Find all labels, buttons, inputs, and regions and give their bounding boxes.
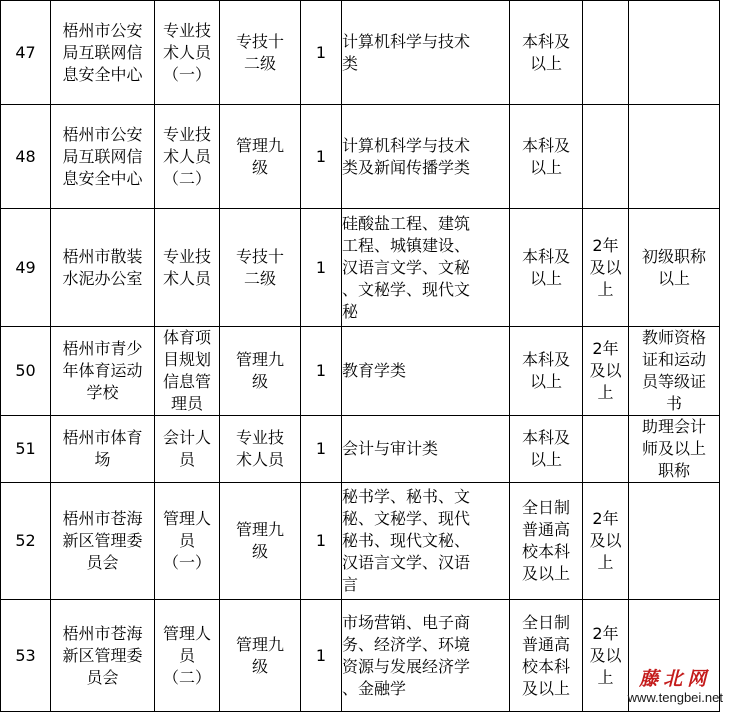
major-cell	[342, 327, 510, 416]
employer-cell	[51, 1, 155, 105]
position-text: 管理人 员 （一）	[162, 509, 211, 572]
level-text: 管理九 级	[235, 135, 284, 177]
level-cell	[220, 600, 301, 712]
position-text: 专业技 术人员	[162, 246, 211, 288]
experience-cell	[583, 416, 629, 483]
education-text: 本科及 以上	[521, 31, 570, 73]
level-cell	[220, 483, 301, 600]
position-text: 专业技 术人员 （二）	[162, 124, 211, 188]
major-text: 教育学类	[342, 361, 407, 380]
level-cell	[220, 1, 301, 105]
experience-cell	[583, 209, 629, 327]
experience-text: 2年 及以 上	[589, 509, 622, 572]
row-number	[1, 209, 51, 327]
position-cell	[155, 483, 220, 600]
headcount-cell	[301, 327, 342, 416]
position-cell	[155, 1, 220, 105]
major-cell	[342, 416, 510, 483]
major-cell	[342, 105, 510, 209]
headcount-cell	[301, 1, 342, 105]
headcount-text: 1	[315, 361, 327, 380]
level-text: 专技十 二级	[235, 31, 284, 73]
education-cell	[510, 209, 583, 327]
headcount-text: 1	[315, 257, 327, 277]
headcount-cell	[301, 600, 342, 712]
row-number-text: 51	[15, 439, 36, 458]
table-row	[1, 105, 720, 209]
education-cell	[510, 327, 583, 416]
headcount-cell	[301, 105, 342, 209]
employer-text: 梧州市苍海 新区管理委 员会	[62, 623, 143, 687]
experience-cell	[583, 1, 629, 105]
employer-cell	[51, 416, 155, 483]
experience-text: 2年 及以 上	[589, 339, 622, 402]
table-row	[1, 600, 720, 712]
table-row	[1, 209, 720, 327]
major-cell	[342, 600, 510, 712]
level-text: 专技十 二级	[235, 246, 284, 288]
position-cell	[155, 327, 220, 416]
education-text: 全日制 普通高 校本科 及以上	[521, 498, 570, 583]
education-cell	[510, 416, 583, 483]
other-requirements-cell	[629, 416, 720, 483]
position-text: 专业技 术人员 （一）	[162, 20, 211, 84]
headcount-cell	[301, 209, 342, 327]
major-text: 计算机科学与技术 类及新闻传播学类	[342, 135, 471, 177]
level-text: 管理九 级	[235, 350, 284, 391]
position-text: 会计人 员	[162, 428, 211, 469]
other-requirements-cell	[629, 483, 720, 600]
employer-text: 梧州市青少 年体育运动 学校	[62, 339, 143, 402]
education-text: 本科及 以上	[521, 428, 570, 469]
position-text: 体育项 目规划 信息管 理员	[162, 328, 211, 413]
education-cell	[510, 483, 583, 600]
major-cell	[342, 483, 510, 600]
experience-cell	[583, 327, 629, 416]
row-number-text: 47	[15, 42, 36, 62]
experience-text: 2年 及以 上	[589, 623, 622, 687]
position-cell	[155, 105, 220, 209]
education-text: 本科及 以上	[521, 246, 570, 288]
headcount-cell	[301, 416, 342, 483]
employer-cell	[51, 600, 155, 712]
watermark-url: www.tengbei.net	[627, 690, 723, 705]
major-text: 硅酸盐工程、建筑 工程、城镇建设、 汉语言文学、文秘 、文秘学、现代文 秘	[342, 213, 471, 321]
other-requirements-text: 助理会计 师及以上 职称	[641, 417, 706, 480]
row-number-text: 52	[15, 531, 36, 550]
other-requirements-cell	[629, 105, 720, 209]
major-text: 市场营销、电子商 务、经济学、环境 资源与发展经济学 、金融学	[342, 612, 471, 698]
row-number	[1, 1, 51, 105]
position-cell	[155, 600, 220, 712]
employer-cell	[51, 483, 155, 600]
row-number-text: 50	[15, 361, 36, 380]
other-requirements-cell	[629, 209, 720, 327]
position-cell	[155, 209, 220, 327]
education-text: 本科及 以上	[521, 135, 570, 177]
employer-text: 梧州市散装 水泥办公室	[62, 246, 143, 288]
row-number	[1, 483, 51, 600]
major-text: 会计与审计类	[342, 439, 439, 458]
table-row	[1, 416, 720, 483]
table-row	[1, 1, 720, 105]
employer-cell	[51, 327, 155, 416]
level-text: 管理九 级	[235, 634, 284, 676]
row-number-text: 48	[15, 146, 36, 166]
headcount-text: 1	[315, 645, 327, 665]
other-requirements-text: 初级职称 以上	[641, 246, 706, 288]
level-cell	[220, 209, 301, 327]
row-number	[1, 416, 51, 483]
employer-cell	[51, 209, 155, 327]
level-cell	[220, 327, 301, 416]
employer-text: 梧州市体育 场	[62, 428, 143, 469]
education-text: 本科及 以上	[521, 350, 570, 391]
other-requirements-text: 教师资格 证和运动 员等级证 书	[641, 328, 706, 413]
row-number-text: 53	[15, 645, 36, 665]
watermark-logo-text: 藤北网	[639, 668, 712, 690]
level-text: 专业技 术人员	[235, 428, 284, 469]
major-text: 计算机科学与技术 类	[342, 31, 471, 73]
experience-text: 2年 及以 上	[589, 235, 622, 299]
employer-text: 梧州市公安 局互联网信 息安全中心	[62, 20, 143, 84]
education-cell	[510, 105, 583, 209]
employer-cell	[51, 105, 155, 209]
employer-text: 梧州市苍海 新区管理委 员会	[62, 509, 143, 572]
headcount-text: 1	[315, 42, 327, 62]
education-cell	[510, 1, 583, 105]
site-watermark	[628, 668, 723, 705]
headcount-text: 1	[315, 146, 327, 166]
table-row	[1, 327, 720, 416]
major-cell	[342, 1, 510, 105]
row-number	[1, 600, 51, 712]
education-text: 全日制 普通高 校本科 及以上	[521, 612, 570, 698]
row-number	[1, 105, 51, 209]
other-requirements-cell	[629, 327, 720, 416]
table-row	[1, 483, 720, 600]
major-text: 秘书学、秘书、文 秘、文秘学、现代 秘书、现代文秘、 汉语言文学、汉语 言	[342, 487, 471, 594]
position-cell	[155, 416, 220, 483]
other-requirements-cell	[629, 1, 720, 105]
headcount-text: 1	[315, 439, 327, 458]
headcount-cell	[301, 483, 342, 600]
row-number-text: 49	[15, 257, 36, 277]
education-cell	[510, 600, 583, 712]
level-text: 管理九 级	[235, 520, 284, 561]
major-cell	[342, 209, 510, 327]
headcount-text: 1	[315, 531, 327, 550]
level-cell	[220, 416, 301, 483]
experience-cell	[583, 483, 629, 600]
experience-cell	[583, 105, 629, 209]
position-text: 管理人 员 （二）	[162, 623, 211, 687]
level-cell	[220, 105, 301, 209]
experience-cell	[583, 600, 629, 712]
row-number	[1, 327, 51, 416]
employer-text: 梧州市公安 局互联网信 息安全中心	[62, 124, 143, 188]
